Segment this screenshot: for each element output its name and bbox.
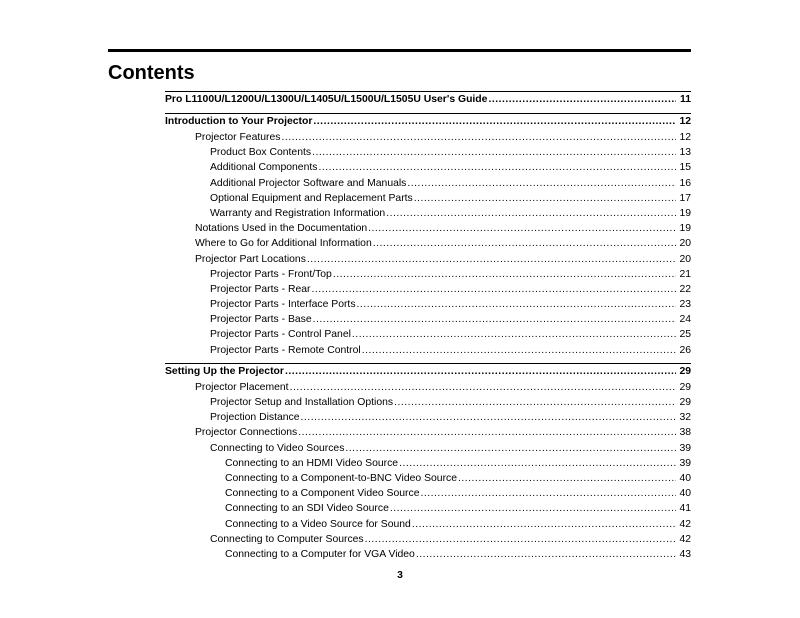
toc-entry-page: 25 <box>679 329 691 341</box>
toc-entry-label: Connecting to a Video Source for Sound <box>225 518 411 530</box>
toc-entry-label: Notations Used in the Documentation <box>195 223 368 235</box>
toc-dot-leader <box>333 267 676 282</box>
toc-dot-leader <box>285 364 676 379</box>
toc-entry-page: 23 <box>679 299 691 311</box>
toc-entry-page: 39 <box>679 442 691 454</box>
toc-entry-label: Connecting to an HDMI Video Source <box>225 457 399 469</box>
toc-dot-leader <box>345 441 676 456</box>
toc-dot-leader <box>407 176 676 191</box>
toc-entry-label: Projector Parts - Remote Control <box>210 344 361 356</box>
toc-entry[interactable] <box>165 501 691 516</box>
toc-dot-leader <box>290 380 676 395</box>
toc-entry-page: 29 <box>679 397 691 408</box>
toc-dot-leader <box>399 456 676 471</box>
toc-dot-leader <box>298 425 676 440</box>
toc-entry-label: Warranty and Registration Information <box>210 207 386 219</box>
toc-entry-label: Additional Components <box>210 162 318 174</box>
toc-dot-leader <box>412 517 676 532</box>
toc-dot-leader <box>458 471 676 486</box>
toc-dot-leader <box>420 486 676 501</box>
toc-dot-leader <box>281 130 676 145</box>
toc-entry-page: 38 <box>679 427 691 439</box>
toc-entry-page: 15 <box>679 162 691 174</box>
toc-chapter-entry[interactable] <box>165 91 691 108</box>
toc-entry-page: 16 <box>679 177 691 189</box>
toc-dot-leader <box>373 236 676 251</box>
toc-dot-leader <box>311 282 676 297</box>
toc-entry-page: 21 <box>679 268 691 280</box>
toc-chapter-entry[interactable] <box>165 113 691 130</box>
toc-entry-label: Introduction to Your Projector <box>165 116 313 127</box>
toc-entry-label: Where to Go for Additional Information <box>195 238 372 250</box>
top-rule <box>108 49 691 52</box>
toc-entry-page: 42 <box>679 518 691 530</box>
toc-dot-leader <box>313 312 676 327</box>
toc-entry[interactable] <box>165 517 691 532</box>
toc-entry[interactable] <box>165 486 691 501</box>
toc-entry[interactable] <box>165 160 691 175</box>
toc-entry-page: 19 <box>679 223 691 235</box>
toc-entry[interactable] <box>165 471 691 486</box>
page-number: 3 <box>397 570 403 581</box>
toc-entry-label: Projector Setup and Installation Options <box>210 397 394 408</box>
toc-entry[interactable] <box>165 267 691 282</box>
toc-entry-label: Projector Parts - Control Panel <box>210 329 351 341</box>
toc-entry-label: Connecting to a Computer for VGA Video <box>225 548 415 560</box>
toc-entry[interactable] <box>165 547 691 562</box>
toc-entry[interactable] <box>165 191 691 206</box>
toc-entry-page: 32 <box>679 412 691 424</box>
toc-entry-page: 20 <box>679 253 691 265</box>
toc-entry-label: Projection Distance <box>210 412 300 424</box>
toc-entry-label: Additional Projector Software and Manuals <box>210 177 407 189</box>
toc-dot-leader <box>312 145 676 160</box>
toc-entry-page: 17 <box>679 192 691 204</box>
toc-entry[interactable] <box>165 395 691 410</box>
toc-entry-page: 29 <box>679 365 691 377</box>
toc-entry-label: Projector Parts - Base <box>210 314 312 326</box>
toc-entry-label: Projector Placement <box>195 381 289 393</box>
toc-entry[interactable] <box>165 206 691 221</box>
page-title: Contents <box>108 62 195 84</box>
toc-entry[interactable] <box>165 145 691 160</box>
toc-entry-label: Optional Equipment and Replacement Parts <box>210 192 413 204</box>
toc-dot-leader <box>414 191 676 206</box>
toc-entry-label: Projector Connections <box>195 427 298 439</box>
toc-entry[interactable] <box>165 410 691 425</box>
toc-dot-leader <box>394 395 676 410</box>
toc-entry-label: Connecting to a Component-to-BNC Video Source <box>225 472 457 484</box>
toc-dot-leader <box>386 206 676 221</box>
toc-entry-label: Connecting to an SDI Video Source <box>225 503 389 515</box>
toc-entry-page: 40 <box>679 472 691 484</box>
toc-entry-page: 22 <box>679 283 691 295</box>
toc-entry-page: 12 <box>679 116 691 127</box>
toc-entry-label: Projector Parts - Rear <box>210 283 311 295</box>
toc-entry-page: 13 <box>679 147 691 159</box>
toc-entry[interactable] <box>165 282 691 297</box>
toc-entry-label: Product Box Contents <box>210 147 312 159</box>
toc-entry[interactable] <box>165 297 691 312</box>
toc-entry-page: 42 <box>679 533 691 545</box>
toc-dot-leader <box>307 252 676 267</box>
toc-entry[interactable] <box>165 312 691 327</box>
toc-entry[interactable] <box>165 456 691 471</box>
toc-dot-leader <box>313 114 676 129</box>
toc-entry-page: 24 <box>679 314 691 326</box>
toc-entry[interactable] <box>165 130 691 145</box>
table-of-contents <box>165 91 691 562</box>
toc-dot-leader <box>352 327 676 342</box>
toc-entry-label: Projector Features <box>195 132 281 143</box>
toc-entry[interactable] <box>165 221 691 236</box>
toc-dot-leader <box>318 160 676 175</box>
toc-entry-page: 39 <box>679 457 691 469</box>
toc-entry-page: 40 <box>679 488 691 500</box>
toc-entry-page: 29 <box>679 381 691 393</box>
toc-entry-page: 43 <box>679 548 691 560</box>
toc-entry-label: Pro L1100U/L1200U/L1300U/L1405U/L1500U/L1505U User's Guide <box>165 94 488 105</box>
toc-entry[interactable] <box>165 236 691 251</box>
toc-entry-page: 19 <box>679 207 691 219</box>
toc-dot-leader <box>365 532 676 547</box>
toc-dot-leader <box>390 501 676 516</box>
toc-entry-page: 26 <box>679 344 691 356</box>
toc-dot-leader <box>488 92 676 107</box>
toc-entry-label: Projector Parts - Front/Top <box>210 268 332 280</box>
toc-dot-leader <box>357 297 676 312</box>
toc-entry[interactable] <box>165 343 691 358</box>
toc-entry-page: 12 <box>679 132 691 143</box>
toc-entry[interactable] <box>165 252 691 267</box>
toc-chapter-entry[interactable] <box>165 363 691 380</box>
toc-entry-label: Connecting to a Component Video Source <box>225 488 420 500</box>
toc-entry[interactable] <box>165 380 691 395</box>
toc-entry[interactable] <box>165 327 691 342</box>
toc-entry-label: Connecting to Video Sources <box>210 442 345 454</box>
toc-entry-page: 41 <box>679 503 691 515</box>
toc-entry[interactable] <box>165 425 691 440</box>
toc-dot-leader <box>368 221 676 236</box>
toc-entry-page: 11 <box>680 94 691 105</box>
toc-entry[interactable] <box>165 441 691 456</box>
toc-entry-page: 20 <box>679 238 691 250</box>
toc-dot-leader <box>362 343 676 358</box>
toc-entry[interactable] <box>165 176 691 191</box>
toc-entry[interactable] <box>165 532 691 547</box>
toc-entry-label: Projector Parts - Interface Ports <box>210 299 356 311</box>
toc-dot-leader <box>301 410 676 425</box>
toc-dot-leader <box>416 547 676 562</box>
toc-entry-label: Connecting to Computer Sources <box>210 533 364 545</box>
toc-entry-label: Setting Up the Projector <box>165 365 284 377</box>
toc-entry-label: Projector Part Locations <box>195 253 306 265</box>
